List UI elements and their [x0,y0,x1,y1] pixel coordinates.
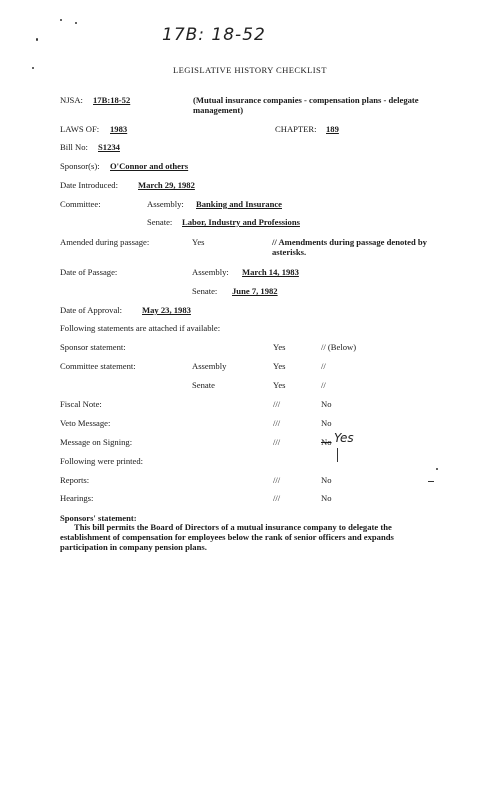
committee-statement-col3: // [321,361,326,371]
scan-speck [436,468,438,470]
veto-message-col2: /// [273,418,281,428]
message-signing-handwritten: Yes [334,431,354,445]
chapter-value: 189 [326,124,339,134]
bill-no-label: Bill No: [60,142,88,152]
handwriting-stroke [337,448,338,462]
njsa-description: (Mutual insurance companies - compensation plans - delegate management) [193,95,419,115]
passage-senate-value: June 7, 1982 [232,286,278,296]
committee-statement-col2: Yes [273,361,286,371]
message-signing-label: Message on Signing: [60,437,133,447]
passage-assembly-label: Assembly: [192,267,229,277]
hearings-col3: No [321,493,332,503]
reports-col2: /// [273,475,281,485]
laws-of-label: LAWS OF: [60,124,100,134]
date-introduced-value: March 29, 1982 [138,180,195,190]
message-signing-col2: /// [273,437,281,447]
scan-speck [32,67,34,69]
chapter-label: CHAPTER: [275,124,317,134]
sponsor-statement-label: Sponsor statement: [60,342,126,352]
page-title: LEGISLATIVE HISTORY CHECKLIST [173,65,327,75]
reports-label: Reports: [60,475,90,485]
fiscal-note-col2: /// [273,399,281,409]
message-signing-col3: No [321,437,332,447]
handwritten-number: 17B: 18-52 [162,25,266,45]
scan-speck [36,38,38,41]
committee-senate-label: Senate: [147,217,173,227]
amended-value: Yes [192,237,205,247]
amended-note: // Amendments during passage denoted by asterisks. [272,237,427,257]
veto-message-col3: No [321,418,332,428]
approval-label: Date of Approval: [60,305,123,315]
veto-message-label: Veto Message: [60,418,111,428]
sponsors-statement-heading: Sponsors' statement: [60,513,137,523]
sponsor-statement-col2: Yes [273,342,286,352]
scan-speck [75,22,77,24]
committee-senate-col2: Yes [273,380,286,390]
fiscal-note-label: Fiscal Note: [60,399,102,409]
scan-speck [60,19,62,21]
sponsors-label: Sponsor(s): [60,161,100,171]
scan-speck [428,481,434,482]
amended-label: Amended during passage: [60,237,150,247]
sponsors-statement-body: This bill permits the Board of Directors of a mutual insurance company to delegate the establishment of compensation for employees below the rank of senior officers and expands participation in company pension plans. [60,522,394,552]
printed-label: Following were printed: [60,456,144,466]
committee-senate-col3: // [321,380,326,390]
njsa-value: 17B:18-52 [93,95,131,105]
approval-value: May 23, 1983 [142,305,191,315]
committee-statement-sub: Assembly [192,361,227,371]
reports-col3: No [321,475,332,485]
bill-no-value: S1234 [98,142,120,152]
committee-senate-value: Labor, Industry and Professions [182,217,300,227]
committee-assembly-label: Assembly: [147,199,184,209]
njsa-label: NJSA: [60,95,83,105]
date-introduced-label: Date Introduced: [60,180,118,190]
committee-statement-label: Committee statement: [60,361,136,371]
passage-assembly-value: March 14, 1983 [242,267,299,277]
fiscal-note-col3: No [321,399,332,409]
sponsor-statement-col3: // (Below) [321,342,357,352]
passage-senate-label: Senate: [192,286,218,296]
hearings-col2: /// [273,493,281,503]
committee-senate-sub: Senate [192,380,215,390]
committee-assembly-value: Banking and Insurance [196,199,282,209]
attached-label: Following statements are attached if available: [60,323,221,333]
sponsors-value: O'Connor and others [110,161,189,171]
laws-of-value: 1983 [110,124,128,134]
passage-label: Date of Passage: [60,267,118,277]
committee-label: Committee: [60,199,101,209]
hearings-label: Hearings: [60,493,94,503]
